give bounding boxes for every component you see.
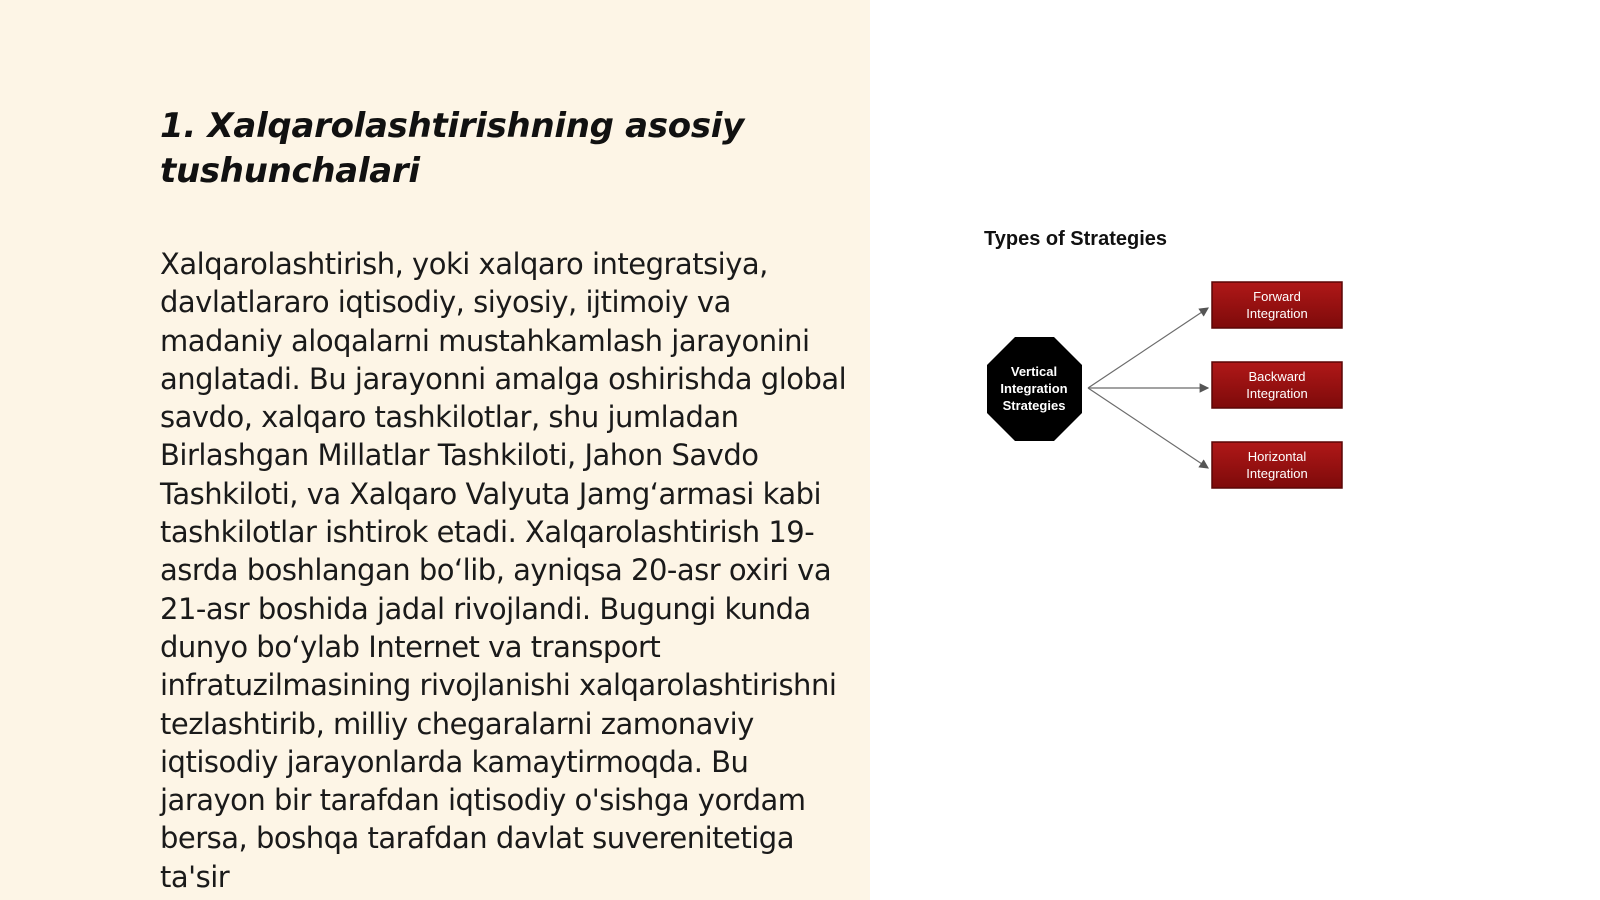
- backward-box-line1: Backward: [1248, 369, 1306, 384]
- octagon-label-line1: Vertical: [1010, 364, 1058, 379]
- diagram-title: Types of Strategies: [984, 228, 1168, 250]
- strategy-diagram: [960, 220, 1360, 500]
- backward-box-line2: Integration: [1246, 386, 1308, 401]
- arrow-horizontal: [1088, 388, 1208, 468]
- octagon-label-line3: Strategies: [1002, 398, 1066, 413]
- diagram-canvas: [960, 220, 1360, 500]
- horizontal-box-line1: Horizontal: [1247, 449, 1307, 464]
- slide-body-text: Xalqarolashtirish, yoki xalqaro integratsiya, davlatlararo iqtisodiy, siyosiy, ijtimoiy va madaniy aloqalarni mustahkamlash jarayonini anglatadi. Bu jarayonni amalga oshirishda global savdo, xalqaro tashkilotlar, shu jumladan Birlashgan Millatlar Tashkiloti, Jahon Savdo Tashkiloti, va Xalqaro Valyuta Jamg‘armasi kabi tashkilotlar ishtirok etadi. Xalqarolashtirish 19-asrda boshlangan bo‘lib, ayniqsa 20-asr oxiri va 21-asr boshida jadal rivojlandi. Bugungi kunda dunyo bo‘ylab Internet va transport infratuzilmasining rivojlanishi xalqarolashtirishni tezlashtirib, milliy chegaralarni zamonaviy iqtisodiy jarayonlarda kamaytirmoqda. Bu jarayon bir tarafdan iqtisodiy o'sishga yordam bersa, boshqa tarafdan davlat suverenitetiga ta'sir: [160, 247, 847, 894]
- horizontal-box-line2: Integration: [1246, 466, 1308, 481]
- octagon-label-line2: Integration: [1000, 381, 1068, 396]
- arrow-forward: [1088, 308, 1208, 388]
- forward-box-line2: Integration: [1246, 306, 1308, 321]
- slide-heading: 1. Xalqarolashtirishning asosiy tushunchalari: [160, 106, 744, 191]
- forward-box-line1: Forward: [1253, 289, 1301, 304]
